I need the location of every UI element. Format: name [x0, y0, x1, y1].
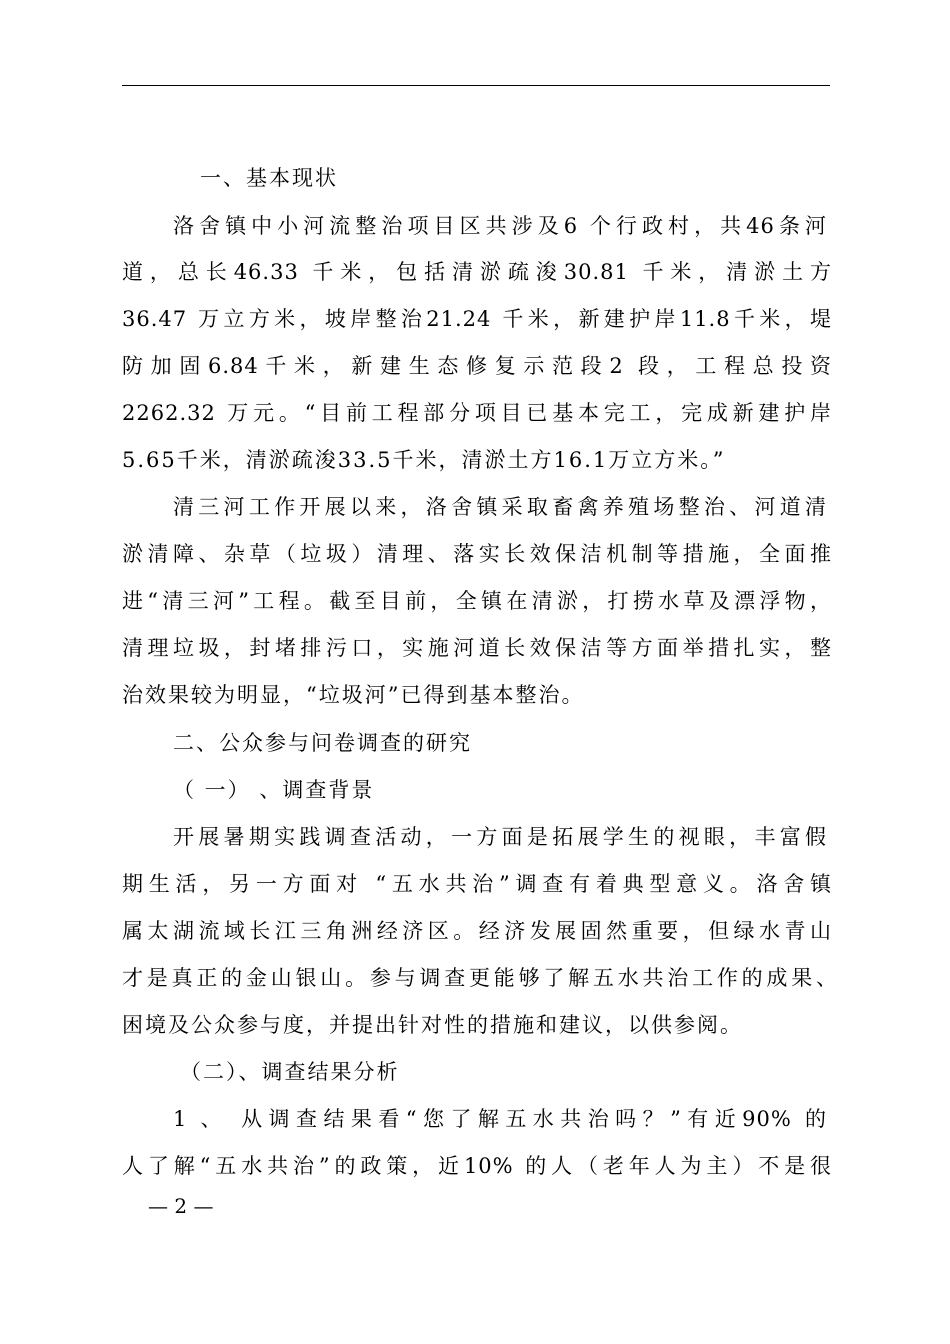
paragraph-line: 人了解“五水共治”的政策，近10% 的人（老年人为主）不是很 [122, 1154, 832, 1178]
paragraph-line: 治效果较为明显，“垃圾河”已得到基本整治。 [122, 683, 585, 707]
subsection-heading-1: （ 一） 、调查背景 [173, 778, 375, 802]
paragraph-line: 进“清三河”工程。截至目前，全镇在清淤，打捞水草及漂浮物， [122, 589, 832, 613]
section-heading-2: 二、公众参与问卷调查的研究 [173, 731, 472, 755]
paragraph-line: 防加固6.84千米，新建生态修复示范段2 段，工程总投资 [122, 354, 832, 378]
paragraph-line: 属太湖流域长江三角洲经济区。经济发展固然重要，但绿水青山 [122, 919, 832, 943]
paragraph-line: 清理垃圾，封堵排污口，实施河道长效保洁等方面举措扎实，整 [122, 636, 832, 660]
subsection-heading-2: （二）、调查结果分析 [180, 1060, 400, 1084]
paragraph-line: 困境及公众参与度，并提出针对性的措施和建议，以供参阅。 [122, 1013, 743, 1037]
paragraph-line: 1 、 从调查结果看“您了解五水共治吗？”有近90% 的 [173, 1107, 827, 1131]
header-rule [122, 85, 830, 86]
paragraph-line: 才是真正的金山银山。参与调查更能够了解五水共治工作的成果、 [122, 966, 838, 990]
page-number: — 2 — [148, 1194, 214, 1218]
paragraph-line: 2262.32 万元。“目前工程部分项目已基本完工，完成新建护岸 [122, 401, 832, 425]
paragraph-line: 清三河工作开展以来，洛舍镇采取畜禽养殖场整治、河道清 [173, 495, 827, 519]
paragraph-line: 36.47 万立方米，坡岸整治21.24 千米，新建护岸11.8千米，堤 [122, 307, 832, 331]
paragraph-line: 淤清障、杂草（垃圾）清理、落实长效保洁机制等措施，全面推 [122, 542, 832, 566]
paragraph-line: 洛舍镇中小河流整治项目区共涉及6 个行政村，共46条河 [173, 214, 827, 238]
paragraph-line: 开展暑期实践调查活动，一方面是拓展学生的视眼，丰富假 [173, 825, 827, 849]
section-heading-1: 一、基本现状 [200, 166, 338, 190]
paragraph-line: 期生活，另一方面对 “五水共治”调查有着典型意义。洛舍镇 [122, 872, 832, 896]
paragraph-line: 5.65千米，清淤疏浚33.5千米，清淤土方16.1万立方米。” [122, 448, 726, 472]
paragraph-line: 道，总长46.33 千米，包括清淤疏浚30.81 千米，清淤土方 [122, 260, 832, 284]
